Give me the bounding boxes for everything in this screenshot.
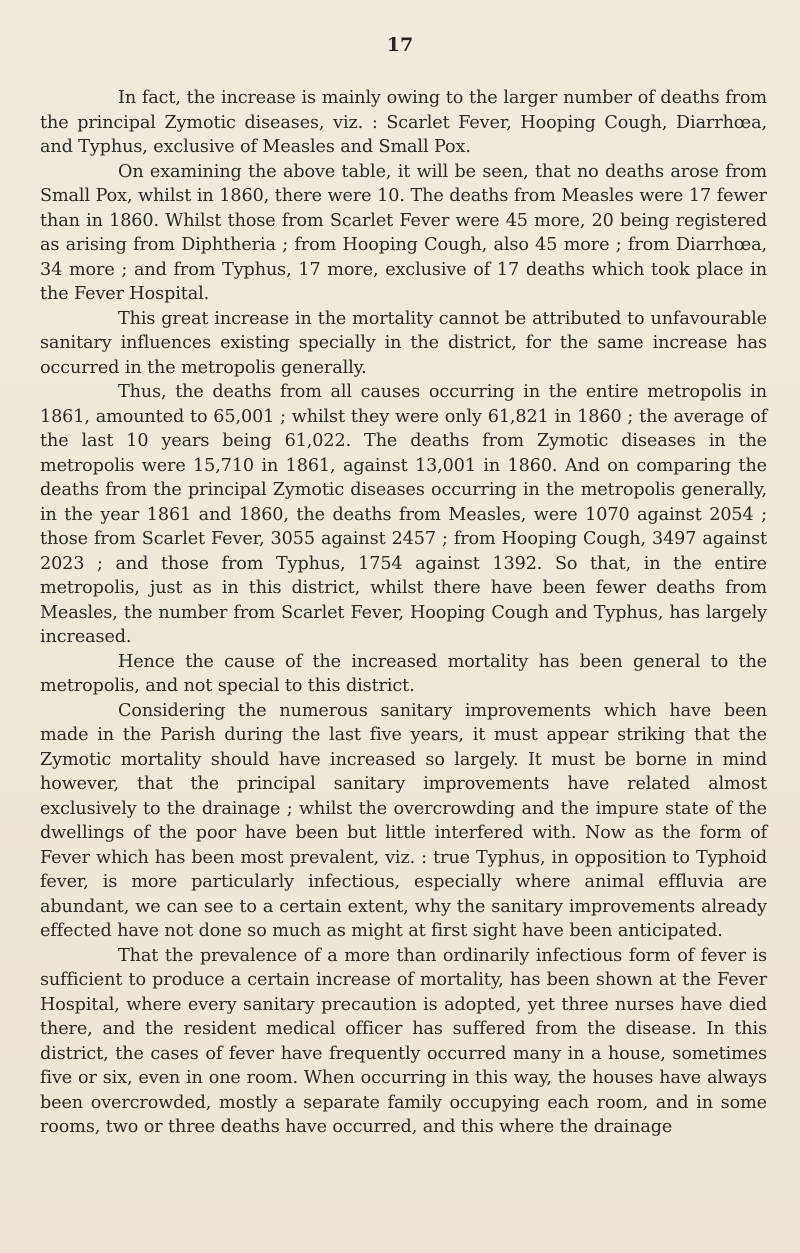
page-number: 17 bbox=[386, 34, 414, 56]
paragraph-mortality-cause: This great increase in the mortality cannot be attributed to unfavourable sanitary influences existing specially in the district, for the same increase has occurred in the metropolis generally. bbox=[40, 308, 767, 378]
paragraph-fever-prevalence: That the prevalence of a more than ordinarily infectious form of fever is sufficient to produce a certain increase of mortality, has been shown at the Fever Hospital, where every sanitary precaution is adopted, yet three nurses have died there, and the resident medical officer has suffered from the disease. In this district, the cases of fever have frequently occurred many in a house, sometimes five or six, even in one room. When occurring in this way, the houses have always been overcrowded, mostly a separate family occupying each room, and in some rooms, two or three deaths have occurred, and this where the drainage bbox=[40, 945, 767, 1137]
paragraph-sanitary-improvements: Considering the numerous sanitary improvements which have been made in the Parish during the last five years, it must appear striking that the Zymotic mortality should have increased so largely. It must be borne in mind however, that the principal sanitary improvements have related almost exclusively to the drainage ; whilst the overcrowding and the impure state of the dwellings of the poor have been but little interfered with. Now as the form of Fever which has been most prevalent, viz. : true Typhus, in opposition to Typhoid fever, is more particularly infectious, especially where animal effluvia are abundant, we can see to a certain extent, why the sanitary improvements already effected have not done so much as might at first sight have been anticipated. bbox=[40, 700, 767, 941]
paragraph-metropolis-deaths: Thus, the deaths from all causes occurring in the entire metropolis in 1861, amounted to 65,001 ; whilst they were only 61,821 in 1860 ; the average of the last 10 years being 61,022. The deaths from Zymotic diseases in the metropolis were 15,710 in 1861, against 13,001 in 1860. And on comparing the deaths from the principal Zymotic diseases occurring in the metropolis generally, in the year 1861 and 1860, the deaths from Measles, were 1070 against 2054 ; those from Scarlet Fever, 3055 against 2457 ; from Hooping Cough, 3497 against 2023 ; and those from Typhus, 1754 against 1392. So that, in the entire metropolis, just as in this district, whilst there have been fewer deaths from Measles, the number from Scarlet Fever, Hooping Cough and Typhus, has largely increased. bbox=[40, 382, 767, 647]
paragraph-general-cause: Hence the cause of the increased mortality has been general to the metropolis, and not special to this district. bbox=[40, 651, 767, 696]
paragraph-table-examination: On examining the above table, it will be seen, that no deaths arose from Small Pox, whilst in 1860, there were 10. The deaths from Measles were 17 fewer than in 1860. Whilst those from Scarlet Fever were 45 more, 20 being registered as arising from Diphtheria ; from Hooping Cough, also 45 more ; from Diarrhœa, 34 more ; and from Typhus, 17 more, exclusive of 17 deaths which took place in the Fever Hospital. bbox=[40, 161, 767, 304]
paragraph-zymotic-increase: In fact, the increase is mainly owing to the larger number of deaths from the principal Zymotic diseases, viz. : Scarlet Fever, Hooping Cough, Diarrhœa, and Typhus, exclusive of Measles and Small Pox. bbox=[40, 88, 767, 157]
body-text bbox=[40, 86, 767, 1140]
